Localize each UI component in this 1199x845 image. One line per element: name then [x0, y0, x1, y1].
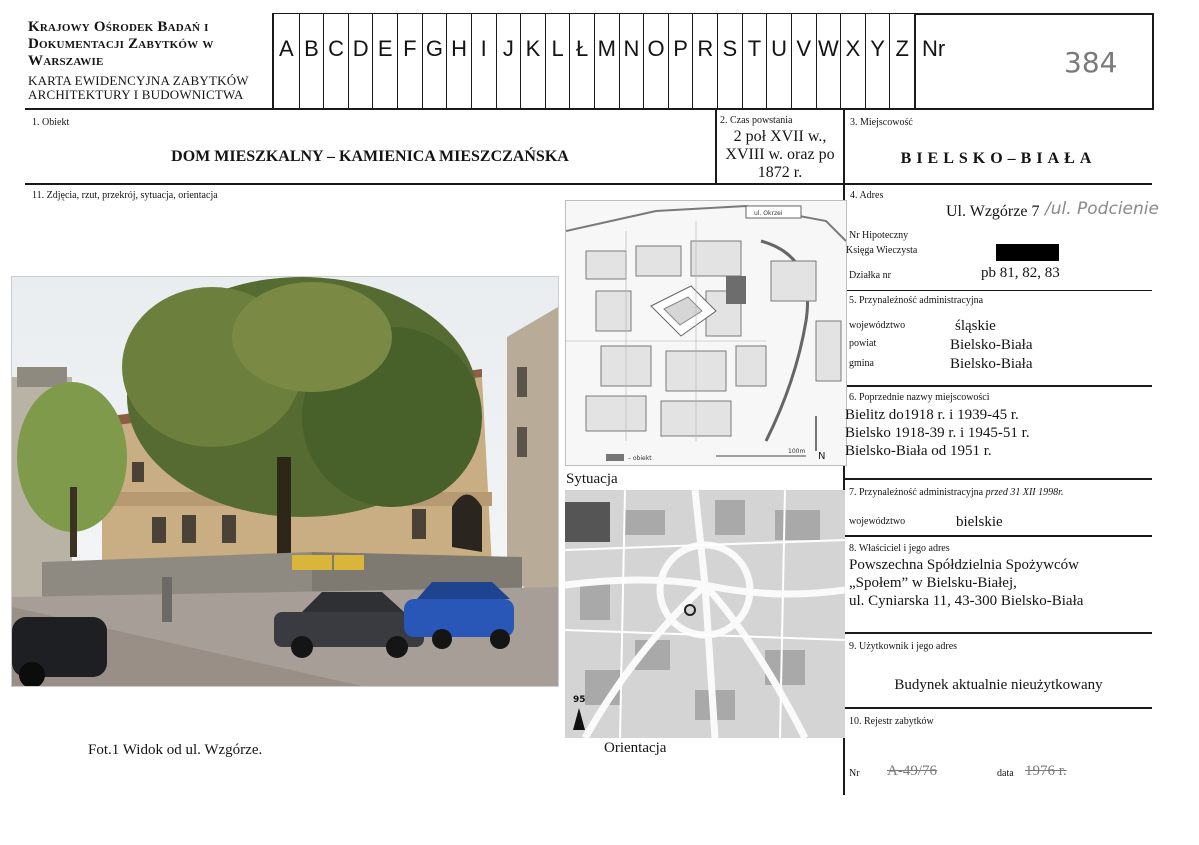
owner-line-3: ul. Cyniarska 11, 43-300 Bielsko-Biała: [849, 593, 1084, 609]
previous-name-3: Bielsko-Biała od 1951 r.: [845, 443, 992, 459]
woj-label: województwo: [849, 320, 906, 331]
sec7-woj-label: województwo: [849, 516, 906, 527]
letter-cell: M: [594, 14, 619, 108]
locality: BIELSKO–BIAŁA: [900, 150, 1097, 167]
sec3-label: 3. Miejscowość: [850, 117, 913, 128]
map-scale-label: 100m: [788, 448, 806, 455]
letter-cell: I: [471, 14, 496, 108]
dzialka-value: pb 81, 82, 83: [981, 265, 1060, 281]
card-type-line-2: ARCHITEKTURY I BUDOWNICTWA: [28, 87, 244, 102]
sec5-label: 5. Przynależność administracyjna: [849, 295, 984, 306]
sec6-label: 6. Poprzednie nazwy miejscowości: [849, 392, 990, 403]
letter-cell: Ł: [569, 14, 594, 108]
situation-map-graphic: [566, 201, 846, 465]
sec9-label: 9. Użytkownik i jego adres: [849, 641, 958, 652]
period-line-2: XVIII w. oraz po: [725, 146, 835, 163]
orientation-map-graphic: [565, 490, 845, 738]
sec4-label: 4. Adres: [850, 190, 884, 201]
building-photo: [11, 276, 559, 687]
sec10-label: 10. Rejestr zabytków: [849, 716, 934, 727]
period-line-3: 1872 r.: [757, 164, 803, 181]
letter-cell: H: [446, 14, 471, 108]
previous-names: [845, 406, 1030, 460]
object-name: DOM MIESZKALNY – KAMIENICA MIESZCZAŃSKA: [171, 148, 569, 165]
letter-cell: F: [397, 14, 422, 108]
orientation-badge: 95: [573, 695, 586, 705]
letter-cell: W: [816, 14, 841, 108]
map-north-label: N: [818, 451, 826, 462]
ksiega-label: Księga Wieczysta: [846, 245, 918, 256]
card-type: [28, 74, 249, 102]
header-bottom-line: [25, 108, 1154, 110]
letter-cell: A: [278, 36, 294, 61]
letter-cell: S: [717, 14, 742, 108]
previous-name-2: Bielsko 1918-39 r. i 1945-51 r.: [845, 425, 1030, 441]
situation-map: [565, 200, 847, 466]
letter-cell: B: [299, 14, 324, 108]
letter-cell: D: [348, 14, 373, 108]
powiat-value: Bielsko-Biała: [950, 337, 1033, 353]
nr-box-right: [1152, 13, 1154, 110]
map-legend-text: – obiekt: [628, 455, 652, 462]
card-type-line-1: KARTA EWIDENCYJNA ZABYTKÓW: [28, 73, 249, 88]
sec8-label: 8. Właściciel i jego adres: [849, 543, 950, 554]
construction-period: [717, 128, 843, 182]
owner-line-1: Powszechna Spółdzielnia Spożywców: [849, 557, 1079, 573]
letter-index-grid: [274, 14, 914, 108]
letter-cell: P: [668, 14, 693, 108]
sec9-bottom: [845, 707, 1152, 709]
sec1-label: 1. Obiekt: [32, 117, 70, 128]
period-line-1: 2 poł XVII w.,: [733, 128, 827, 145]
nr-box-top: [914, 13, 1153, 15]
sec7-label-italic: przed 31 XII 1998r.: [985, 487, 1064, 498]
register-date-value: 1976 r.: [1025, 763, 1067, 779]
institution-line-2: Dokumentacji Zabytków w: [28, 36, 214, 52]
redaction-block: [996, 244, 1059, 261]
letter-cell: T: [742, 14, 767, 108]
orientation-map: [565, 490, 845, 738]
register-nr-value: A-49/76: [887, 763, 937, 779]
situation-label: Sytuacja: [566, 471, 618, 487]
letter-cell: J: [496, 14, 521, 108]
sec8-bottom: [845, 632, 1152, 634]
sec11-label: 11. Zdjęcia, rzut, przekrój, sytuacja, orientacja: [32, 190, 218, 201]
gmina-label: gmina: [849, 358, 874, 369]
letter-cell: X: [840, 14, 865, 108]
user-value: Budynek aktualnie nieużytkowany: [894, 677, 1103, 693]
letter-cell: N: [619, 14, 644, 108]
letter-cell: V: [791, 14, 816, 108]
nr-box-left: [914, 13, 916, 110]
letter-cell: R: [692, 14, 717, 108]
sec6-bottom: [845, 478, 1152, 480]
sec7-label: [849, 487, 1063, 498]
address-handwritten: /ul. Podcienie: [1045, 199, 1159, 219]
register-nr-label: Nr: [849, 768, 860, 779]
nr-label: Nr: [922, 36, 946, 61]
institution-line-3: Warszawie: [28, 53, 104, 69]
sec7-label-text: 7. Przynależność administracyjna: [849, 487, 984, 498]
letter-cell: E: [372, 14, 397, 108]
address-value: Ul. Wzgórze 7: [946, 203, 1040, 220]
nr-hip-label: Nr Hipoteczny: [849, 230, 909, 241]
letter-cell: Z: [889, 14, 914, 108]
sec7-woj-value: bielskie: [956, 514, 1003, 530]
map-street-label: ul. Okrzei: [754, 210, 783, 217]
letter-cell: U: [766, 14, 791, 108]
owner-line-2: „Społem” w Bielsku-Białej,: [849, 575, 1017, 591]
sec5-bottom: [845, 385, 1152, 387]
sec2-label: 2. Czas powstania: [720, 115, 793, 126]
institution-name: [28, 19, 214, 70]
nr-handwritten-value: 384: [1064, 46, 1118, 79]
register-date-label: data: [997, 768, 1014, 779]
owner-address: [849, 556, 1083, 610]
gmina-value: Bielsko-Biała: [950, 356, 1033, 372]
institution-line-1: Krajowy Ośrodek Badań i: [28, 19, 209, 35]
letter-cell: K: [520, 14, 545, 108]
building-photo-graphic: [12, 277, 558, 686]
previous-name-1: Bielitz do1918 r. i 1939-45 r.: [845, 407, 1019, 423]
letter-cell: G: [422, 14, 447, 108]
woj-value: śląskie: [955, 318, 996, 334]
powiat-label: powiat: [849, 338, 877, 349]
dzialka-label: Działka nr: [849, 270, 891, 281]
sec4-bottom: [845, 290, 1152, 291]
sec7-bottom: [845, 535, 1152, 537]
letter-cell: L: [545, 14, 570, 108]
letter-cell: Y: [865, 14, 890, 108]
photo-caption: Fot.1 Widok od ul. Wzgórze.: [88, 742, 263, 758]
letter-cell: C: [323, 14, 348, 108]
letter-cell: O: [643, 14, 668, 108]
row1-bottom-line: [25, 183, 1152, 185]
orientation-label: Orientacja: [604, 740, 667, 756]
